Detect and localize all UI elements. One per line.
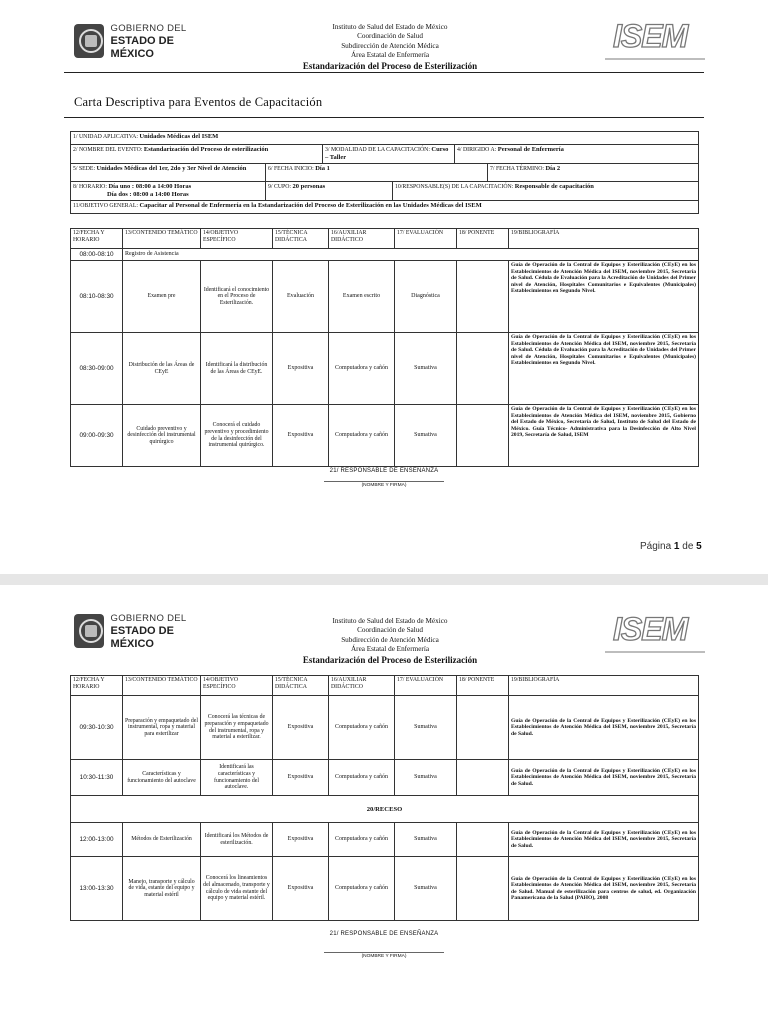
info-row-sede (71, 164, 699, 182)
table-row (71, 696, 699, 760)
row-time: 12:00-13:00 (71, 823, 123, 857)
institution-header (240, 23, 540, 72)
col-contenido: 13/CONTENIDO TEMÁTICO (123, 676, 201, 696)
col-objetivo: 14/OBJETIVO ESPECÍFICO (201, 676, 273, 696)
signature-label: 21/ RESPONSABLE DE ENSEÑANZA (329, 931, 439, 937)
row-objetivo: Conocerá las técnicas de preparación y empaquetado del instrumental, ropa y material a esterilizar. (201, 696, 273, 760)
row-time: 10:30-11:30 (71, 760, 123, 796)
col-fecha: 12/FECHA Y HORARIO (71, 229, 123, 249)
row-auxiliar: Computadora y cañón (329, 405, 395, 467)
dirigido-value: Personal de Enfermería (497, 146, 564, 153)
objetivo-label: 11/OBJETIVO GENERAL: (73, 203, 138, 209)
gob-line1: GOBIERNO DEL (110, 22, 187, 34)
signature-label: 21/ RESPONSABLE DE ENSEÑANZA (329, 468, 439, 474)
inicio-label: 6/ FECHA INICIO: (268, 166, 314, 172)
header-line-1: Instituto de Salud del Estado de México (332, 617, 448, 625)
row-contenido: Examen pre (123, 261, 201, 333)
row-auxiliar: Computadora y cañón (329, 823, 395, 857)
row-objetivo: Identificará la distribución de las Áreas de CEyE. (201, 333, 273, 405)
signature-sub: (NOMBRE Y FIRMA) (361, 954, 407, 959)
row-evaluacion: Sumativa (395, 333, 457, 405)
isem-logo-text: ISEM (613, 611, 688, 647)
signature-line (324, 952, 444, 953)
row-tecnica: Expositiva (273, 696, 329, 760)
page-of: de (682, 541, 694, 552)
row-evaluacion: Sumativa (395, 405, 457, 467)
row-ponente (457, 823, 509, 857)
gob-line2: ESTADO DE MÉXICO (110, 624, 174, 650)
unidad-label: 1/ UNIDAD APLICATIVA: (73, 134, 138, 140)
termino-label: 7/ FECHA TÉRMINO: (490, 166, 545, 172)
row-tecnica: Expositiva (273, 333, 329, 405)
page-gap (0, 574, 768, 585)
col-auxiliar: 16/AUXILIAR DIDÁCTICO (329, 229, 395, 249)
row-evaluacion: Sumativa (395, 857, 457, 921)
row-time: 08:00-08:10 (71, 249, 123, 261)
header-line-2: Coordinación de Salud (357, 32, 423, 41)
horario-value-2: Día dos : 08:00 a 14:00 Horas (107, 191, 189, 198)
row-evaluacion: Sumativa (395, 760, 457, 796)
row-objetivo: Conocerá el cuidado preventivo y procedimiento de la desinfección del instrumental quirúrgico. (201, 405, 273, 467)
row-auxiliar: Computadora y cañón (329, 760, 395, 796)
institution-header (240, 617, 540, 666)
row-objetivo: Identificará el conocimiento en el Proceso de Esterilización. (201, 261, 273, 333)
header-line-3: Subdirección de Atención Médica (341, 635, 439, 644)
info-row-evento (71, 145, 699, 164)
table-row (71, 796, 699, 823)
col-ponente: 18/ PONENTE (457, 676, 509, 696)
row-time: 09:00-09:30 (71, 405, 123, 467)
row-bibliografia: Guía de Operación de la Central de Equipos y Esterilización (CEyE) en los Establecimientos de Atención Médica del ISEM, noviembre 2015, Secretaría de Salud. Cédula de Evaluación para la Acreditación de Unidades del Primer nivel de Atención, Hospitales Comunitarios e Equivalentes (Municipales) Establecimientos en Segundo Nivel. (509, 261, 699, 333)
col-bibliografia: 19/BIBLIOGRAFÍA (509, 676, 699, 696)
col-contenido: 13/CONTENIDO TEMÁTICO (123, 229, 201, 249)
page-title: Carta Descriptiva para Eventos de Capacitación (74, 95, 323, 109)
cupo-label: 9/ CUPO: (268, 184, 292, 190)
col-bibliografia: 19/BIBLIOGRAFÍA (509, 229, 699, 249)
col-ponente: 18/ PONENTE (457, 229, 509, 249)
row-ponente (457, 696, 509, 760)
row-evaluacion: Sumativa (395, 696, 457, 760)
info-row-unidad (71, 132, 699, 145)
table-row (71, 760, 699, 796)
cupo-value: 20 personas (292, 183, 326, 190)
evento-label: 2/ NOMBRE DEL EVENTO: (73, 147, 143, 153)
info-row-horario (71, 182, 699, 201)
row-auxiliar: Computadora y cañón (329, 696, 395, 760)
isem-logo-text: ISEM (613, 18, 688, 54)
evento-value: Estandarización del Proceso de esterilización (143, 146, 269, 153)
row-time: 08:10-08:30 (71, 261, 123, 333)
isem-logo (605, 18, 705, 56)
header-line-4: Área Estatal de Enfermería (350, 645, 430, 654)
header-title: Estandarización del Proceso de Esterilización (302, 654, 478, 665)
sede-value: Unidades Médicas del 1er, 2do y 3er Nivel de Atención (96, 165, 247, 172)
row-objetivo: Conocerá los lineamientos del almacenado, transporte y cálculo de vida estante del equipo y material estéril. (201, 857, 273, 921)
termino-value: Día 2 (545, 165, 561, 172)
row-contenido: Distribución de las Áreas de CEyE (123, 333, 201, 405)
info-row-objetivo (71, 201, 699, 214)
receso-row: 20/RECESO (71, 796, 699, 823)
objetivo-value: Capacitar al Personal de Enfermería en la Estandarización del Proceso de Esterilización en las Unidades Médicas del ISEM (139, 202, 482, 209)
signature-block (274, 468, 494, 488)
row-tecnica: Expositiva (273, 857, 329, 921)
signature-sub: (NOMBRE Y FIRMA) (361, 483, 407, 488)
header-title: Estandarización del Proceso de Esterilización (302, 60, 478, 71)
row-contenido: Cuidado preventivo y desinfección del instrumental quirúrgico (123, 405, 201, 467)
row-ponente (457, 261, 509, 333)
row-ponente (457, 333, 509, 405)
row-tecnica: Expositiva (273, 760, 329, 796)
row-tecnica: Expositiva (273, 405, 329, 467)
inicio-value: Día 1 (315, 165, 330, 172)
modalidad-label: 3/ MODALIDAD DE LA CAPACITACIÓN: (325, 147, 430, 153)
title-divider (64, 117, 704, 118)
page-total: 5 (696, 541, 702, 552)
row-ponente (457, 760, 509, 796)
dirigido-label: 4/ DIRIGIDO A: (457, 147, 497, 153)
col-evaluacion: 17/ EVALUACIÓN (395, 676, 457, 696)
col-tecnica: 15/TÉCNICA DIDÁCTICA (273, 676, 329, 696)
document-page-2 (0, 585, 768, 1024)
table-row (71, 333, 699, 405)
isem-logo (605, 611, 705, 649)
row-bibliografia: Guía de Operación de la Central de Equipos y Esterilización (CEyE) en los Establecimientos de Atención Médica del ISEM, noviembre 2015, Secretaría de Salud. Manual de esterilización para centros de salud, ed. Organización Panamericana de la Salud (PAHO), 2008 (509, 857, 699, 921)
row-contenido: Preparación y empaquetado del instrumental, ropa y material para esterilizar (123, 696, 201, 760)
modalidad-value: Curso – Taller (325, 146, 449, 161)
gobierno-logo (74, 22, 206, 60)
page-current: 1 (673, 541, 680, 552)
unidad-value: Unidades Médicas del ISEM (139, 133, 219, 140)
row-evaluacion: Diagnóstica (395, 261, 457, 333)
table-row (71, 857, 699, 921)
schedule-table-page-1 (70, 228, 699, 467)
row-auxiliar: Computadora y cañón (329, 333, 395, 405)
row-auxiliar: Examen escrito (329, 261, 395, 333)
table-row (71, 823, 699, 857)
row-ponente (457, 405, 509, 467)
schedule-table-page-2 (70, 675, 699, 921)
col-auxiliar: 16/AUXILIAR DIDÁCTICO (329, 676, 395, 696)
row-bibliografia: Guía de Operación de la Central de Equipos y Esterilización (CEyE) en los Establecimientos de Atención Médica del ISEM, noviembre 2015, Gobierno del Estado de México, Secretaría de Salud, Instituto de Salud del Estado de México. Guía Técnico- Administrativa para la Desinfección de Alto Nivel 2019, Secretaría de Salud, ISEM (509, 405, 699, 467)
row-bibliografia: Guía de Operación de la Central de Equipos y Esterilización (CEyE) en los Establecimientos de Atención Médica del ISEM, noviembre 2015, Secretaría de Salud. (509, 696, 699, 760)
row-bibliografia: Guía de Operación de la Central de Equipos y Esterilización (CEyE) en los Establecimientos de Atención Médica del ISEM, noviembre 2015, Secretaría de Salud. (509, 760, 699, 796)
col-objetivo: 14/OBJETIVO ESPECÍFICO (201, 229, 273, 249)
row-objetivo: Identificará los Métodos de esterilización. (201, 823, 273, 857)
responsable-value: Responsable de capacitación (514, 183, 594, 190)
event-info-table (70, 131, 699, 214)
table-header-row (71, 229, 699, 249)
col-fecha: 12/FECHA Y HORARIO (71, 676, 123, 696)
table-header-row (71, 676, 699, 696)
row-objetivo: Identificará las características y funcionamiento del autoclave. (201, 760, 273, 796)
coat-of-arms-icon (74, 24, 104, 58)
row-registro: Registro de Asistencia (123, 249, 699, 261)
row-time: 13:00-13:30 (71, 857, 123, 921)
sede-label: 5/ SEDE: (73, 166, 96, 172)
page-word: Página (640, 541, 672, 552)
row-contenido: Manejo, transporte y cálculo de vida, estante del equipo y material estéril (123, 857, 201, 921)
row-evaluacion: Sumativa (395, 823, 457, 857)
row-time: 08:30-09:00 (71, 333, 123, 405)
row-auxiliar: Computadora y cañón (329, 857, 395, 921)
row-bibliografia: Guía de Operación de la Central de Equipos y Esterilización (CEyE) en los Establecimientos de Atención Médica del ISEM, noviembre 2015, Secretaría de Salud. Cédula de Evaluación para la Acreditación de Unidades del Primer nivel de Atención, Hospitales Comunitarios e Equivalentes (Municipales) Establecimientos en Segundo Nivel. (509, 333, 699, 405)
horario-label: 8/ HORARIO: (73, 184, 107, 190)
row-tecnica: Evaluación (273, 261, 329, 333)
gob-line2: ESTADO DE MÉXICO (110, 34, 174, 60)
col-tecnica: 15/TÉCNICA DIDÁCTICA (273, 229, 329, 249)
responsable-label: 10/RESPONSABLE(S) DE LA CAPACITACIÓN: (395, 184, 514, 190)
header-line-1: Instituto de Salud del Estado de México (332, 23, 448, 31)
row-tecnica: Expositiva (273, 823, 329, 857)
gobierno-logo (74, 612, 206, 650)
table-row (71, 405, 699, 467)
header-line-2: Coordinación de Salud (357, 626, 423, 635)
signature-line (324, 481, 444, 482)
table-row (71, 261, 699, 333)
row-contenido: Características y funcionamiento del autoclave (123, 760, 201, 796)
row-contenido: Métodos de Esterilización (123, 823, 201, 857)
header-divider (64, 72, 704, 73)
row-ponente (457, 857, 509, 921)
header-line-3: Subdirección de Atención Médica (341, 41, 439, 50)
row-bibliografia: Guía de Operación de la Central de Equipos y Esterilización (CEyE) en los Establecimientos de Atención Médica del ISEM, noviembre 2015, Secretaría de Salud. (509, 823, 699, 857)
row-time: 09:30-10:30 (71, 696, 123, 760)
horario-value-1: Día uno : 08:00 a 14:00 Horas (108, 183, 192, 190)
signature-block (274, 931, 494, 959)
col-evaluacion: 17/ EVALUACIÓN (395, 229, 457, 249)
table-row (71, 249, 699, 261)
gob-line1: GOBIERNO DEL (110, 612, 187, 624)
header-line-4: Área Estatal de Enfermería (350, 51, 430, 60)
coat-of-arms-icon (74, 614, 104, 648)
page-number (640, 541, 702, 552)
